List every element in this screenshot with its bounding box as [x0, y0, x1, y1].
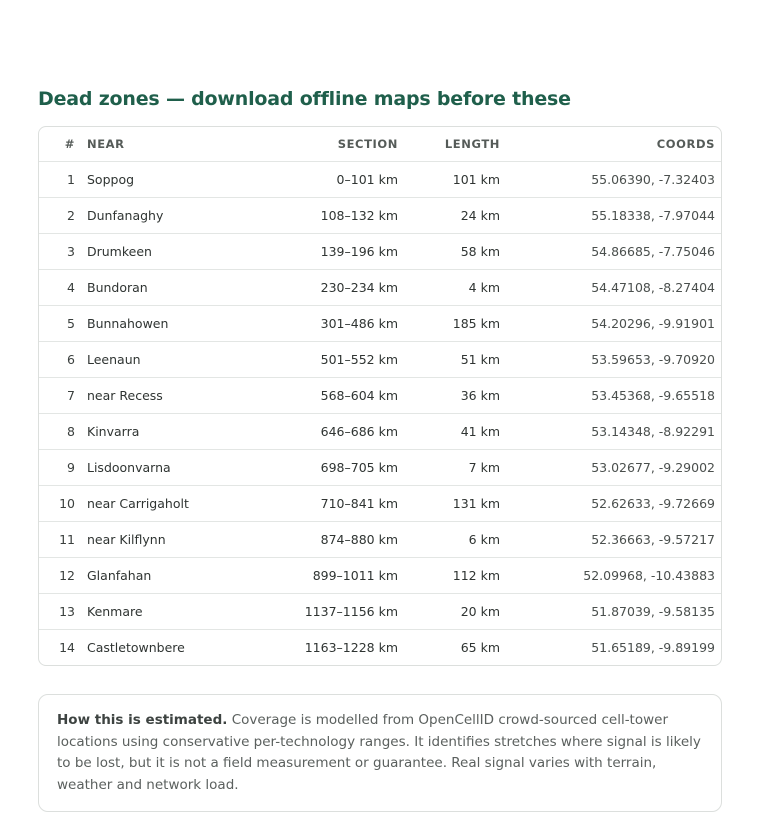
cell-length: 185 km: [398, 306, 500, 342]
cell-length: 112 km: [398, 558, 500, 594]
table-row: [39, 162, 721, 198]
cell-number: 10: [39, 486, 75, 522]
cell-number: 12: [39, 558, 75, 594]
cell-number: 11: [39, 522, 75, 558]
cell-section: 1163–1228 km: [268, 630, 398, 666]
cell-near: Kenmare: [75, 594, 268, 630]
column-header-number: #: [64, 137, 75, 151]
column-header-near: NEAR: [87, 137, 125, 151]
cell-section: 874–880 km: [268, 522, 398, 558]
cell-near: Bundoran: [75, 270, 268, 306]
cell-near: Soppog: [75, 162, 268, 198]
cell-length: 20 km: [398, 594, 500, 630]
cell-section: 646–686 km: [268, 414, 398, 450]
table-row: [39, 594, 721, 630]
cell-section: 698–705 km: [268, 450, 398, 486]
cell-section: 501–552 km: [268, 342, 398, 378]
table-row: [39, 558, 721, 594]
cell-length: 36 km: [398, 378, 500, 414]
cell-coords: 55.18338, -7.97044: [500, 198, 721, 234]
cell-coords: 54.20296, -9.91901: [500, 306, 721, 342]
cell-section: 139–196 km: [268, 234, 398, 270]
cell-number: 14: [39, 630, 75, 666]
cell-near: near Kilflynn: [75, 522, 268, 558]
cell-section: 230–234 km: [268, 270, 398, 306]
cell-section: 1137–1156 km: [268, 594, 398, 630]
cell-near: Castletownbere: [75, 630, 268, 666]
cell-number: 9: [39, 450, 75, 486]
cell-coords: 53.59653, -9.70920: [500, 342, 721, 378]
cell-coords: 51.87039, -9.58135: [500, 594, 721, 630]
cell-near: Lisdoonvarna: [75, 450, 268, 486]
cell-length: 58 km: [398, 234, 500, 270]
note-body: Coverage is modelled from OpenCellID crowd-sourced cell-tower locations using conservative per-technology ranges. It identifies stretches where signal is likely to be lost, but it is not a field measurement or guarantee. Real signal varies with terrain, weather and network load.: [57, 712, 701, 793]
cell-number: 7: [39, 378, 75, 414]
cell-coords: 54.86685, -7.75046: [500, 234, 721, 270]
cell-near: Glanfahan: [75, 558, 268, 594]
cell-length: 24 km: [398, 198, 500, 234]
cell-coords: 53.14348, -8.92291: [500, 414, 721, 450]
cell-number: 1: [39, 162, 75, 198]
cell-length: 101 km: [398, 162, 500, 198]
table-row: [39, 630, 721, 666]
cell-number: 2: [39, 198, 75, 234]
dead-zones-table: [39, 127, 721, 665]
cell-section: 301–486 km: [268, 306, 398, 342]
cell-length: 6 km: [398, 522, 500, 558]
cell-number: 6: [39, 342, 75, 378]
cell-section: 0–101 km: [268, 162, 398, 198]
cell-section: 710–841 km: [268, 486, 398, 522]
table-row: [39, 378, 721, 414]
cell-number: 13: [39, 594, 75, 630]
cell-section: 568–604 km: [268, 378, 398, 414]
cell-near: Drumkeen: [75, 234, 268, 270]
cell-section: 108–132 km: [268, 198, 398, 234]
table-row: [39, 414, 721, 450]
cell-near: near Recess: [75, 378, 268, 414]
cell-length: 7 km: [398, 450, 500, 486]
cell-coords: 52.09968, -10.43883: [500, 558, 721, 594]
cell-length: 4 km: [398, 270, 500, 306]
cell-length: 41 km: [398, 414, 500, 450]
cell-number: 3: [39, 234, 75, 270]
cell-coords: 52.62633, -9.72669: [500, 486, 721, 522]
table-row: [39, 306, 721, 342]
cell-coords: 55.06390, -7.32403: [500, 162, 721, 198]
table-row: [39, 198, 721, 234]
dead-zones-table-card: [38, 126, 722, 666]
cell-coords: 51.65189, -9.89199: [500, 630, 721, 666]
table-header: [39, 127, 721, 162]
table-row: [39, 450, 721, 486]
table-row: [39, 234, 721, 270]
cell-number: 4: [39, 270, 75, 306]
cell-coords: 54.47108, -8.27404: [500, 270, 721, 306]
cell-section: 899–1011 km: [268, 558, 398, 594]
table-header-row: [39, 127, 721, 162]
estimation-note: [38, 694, 722, 812]
cell-length: 65 km: [398, 630, 500, 666]
dead-zones-section: [38, 86, 722, 812]
cell-near: near Carrigaholt: [75, 486, 268, 522]
table-row: [39, 522, 721, 558]
table-row: [39, 486, 721, 522]
section-title: Dead zones — download offline maps before these: [38, 88, 571, 110]
cell-near: Kinvarra: [75, 414, 268, 450]
cell-number: 8: [39, 414, 75, 450]
table-row: [39, 342, 721, 378]
cell-near: Dunfanaghy: [75, 198, 268, 234]
table-body: [39, 162, 721, 666]
cell-coords: 53.02677, -9.29002: [500, 450, 721, 486]
note-lead: How this is estimated.: [57, 712, 228, 728]
column-header-section: SECTION: [337, 137, 398, 151]
cell-coords: 52.36663, -9.57217: [500, 522, 721, 558]
cell-near: Bunnahowen: [75, 306, 268, 342]
cell-coords: 53.45368, -9.65518: [500, 378, 721, 414]
cell-length: 131 km: [398, 486, 500, 522]
table-row: [39, 270, 721, 306]
column-header-coords: COORDS: [656, 137, 715, 151]
cell-number: 5: [39, 306, 75, 342]
cell-near: Leenaun: [75, 342, 268, 378]
column-header-length: LENGTH: [444, 137, 500, 151]
cell-length: 51 km: [398, 342, 500, 378]
